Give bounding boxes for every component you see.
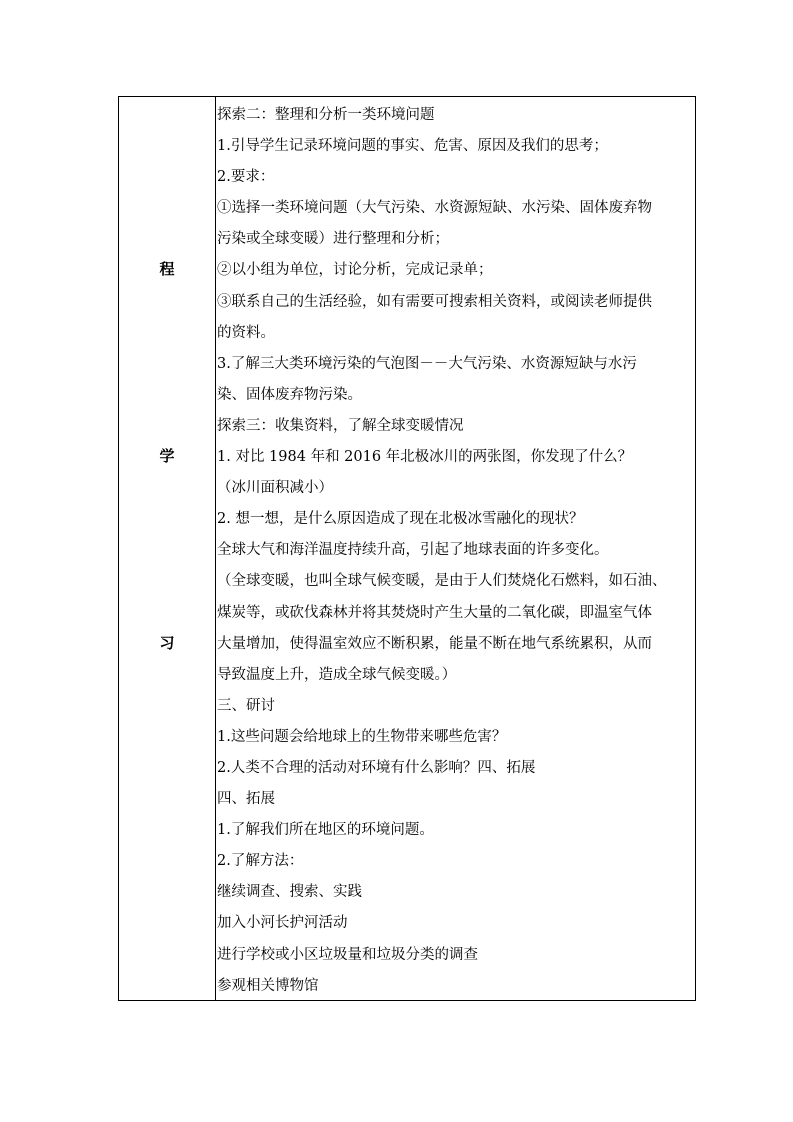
text-line: 1.了解我们所在地区的环境问题。 bbox=[217, 822, 434, 839]
text-line: ①选择一类环境问题（大气污染、水资源短缺、水污染、固体废弃物 bbox=[217, 200, 652, 217]
text-line: 全球大气和海洋温度持续升高，引起了地球表面的许多变化。 bbox=[217, 542, 609, 559]
text-line: 2. 想一想，是什么原因造成了现在北极冰雪融化的现状？ bbox=[217, 511, 584, 528]
text-line: 继续调查、搜索、实践 bbox=[217, 884, 362, 901]
text-line: （全球变暖，也叫全球气候变暖，是由于人们焚烧化石燃料，如石油、 bbox=[217, 573, 667, 590]
text-line: 加入小河长护河活动 bbox=[217, 915, 348, 932]
text-line: 2.人类不合理的活动对环境有什么影响？四、拓展 bbox=[217, 759, 536, 776]
text-line: 探索三：收集资料，了解全球变暖情况 bbox=[217, 417, 464, 434]
content-cell bbox=[217, 100, 695, 1002]
text-line: 1.这些问题会给地球上的生物带来哪些危害？ bbox=[217, 728, 507, 745]
text-line: ②以小组为单位，讨论分析，完成记录单； bbox=[217, 262, 493, 279]
lesson-table bbox=[118, 96, 696, 1001]
text-line: 进行学校或小区垃圾量和垃圾分类的调查 bbox=[217, 946, 478, 963]
text-line: 3.了解三大类环境污染的气泡图－－大气污染、水资源短缺与水污 bbox=[217, 355, 637, 372]
text-line: 三、研讨 bbox=[217, 697, 275, 714]
text-line: 2.了解方法： bbox=[217, 853, 304, 870]
text-line: ③联系自己的生活经验，如有需要可搜索相关资料，或阅读老师提供 bbox=[217, 293, 652, 310]
text-line: 四、拓展 bbox=[217, 791, 275, 808]
text-line: （冰川面积减小） bbox=[217, 480, 333, 497]
section-label-char-3: 习 bbox=[159, 634, 175, 652]
text-line: 污染或全球变暖）进行整理和分析； bbox=[217, 231, 449, 248]
text-line: 煤炭等，或砍伐森林并将其焚烧时产生大量的二氧化碳，即温室气体 bbox=[217, 604, 652, 621]
section-label-char-1: 程 bbox=[159, 260, 175, 278]
text-line: 探索二：整理和分析一类环境问题 bbox=[217, 107, 435, 123]
text-line: 参观相关博物馆 bbox=[217, 977, 319, 994]
section-label-char-2: 学 bbox=[159, 447, 175, 465]
section-label-column bbox=[119, 97, 216, 1000]
text-line: 1.引导学生记录环境问题的事实、危害、原因及我们的思考； bbox=[217, 138, 608, 155]
text-line: 染、固体废弃物污染。 bbox=[217, 386, 362, 403]
text-line: 导致温度上升，造成全球气候变暖。） bbox=[217, 666, 457, 683]
text-line: 2.要求： bbox=[217, 169, 275, 186]
text-line: 的资料。 bbox=[217, 324, 275, 341]
text-line: 1. 对比 1984 年和 2016 年北极冰川的两张图，你发现了什么？ bbox=[217, 449, 633, 466]
text-line: 大量增加，使得温室效应不断积累，能量不断在地气系统累积，从而 bbox=[217, 635, 652, 652]
